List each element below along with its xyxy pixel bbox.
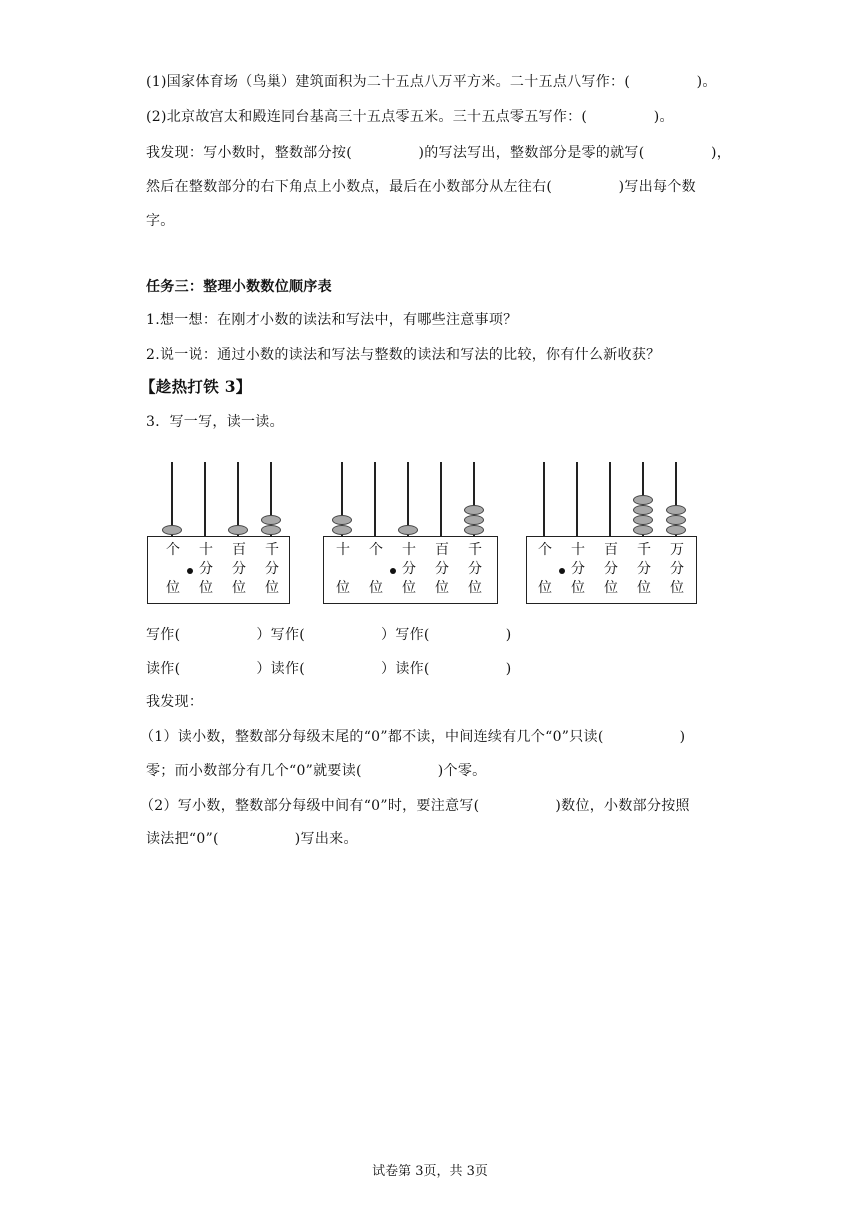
discover-2a: （2）写小数，整数部分每级中间有“0”时，要注意写( )数位，小数部分按照: [140, 798, 690, 814]
col-bottom: 位: [538, 580, 552, 596]
col-bottom: 位: [637, 580, 651, 596]
col-top: 十: [571, 542, 585, 558]
line-3: 我发现：写小数时，整数部分按( )的写法写出，整数部分是零的就写( )，: [146, 145, 732, 161]
col-mid: 分: [232, 561, 246, 577]
problem-3: 3．写一写，读一读。: [146, 414, 284, 430]
col-mid: 分: [265, 561, 279, 577]
col-top: 十: [402, 542, 416, 558]
place-value-box: [526, 536, 697, 604]
line-4: 然后在整数部分的右下角点上小数点，最后在小数部分从左往右( )写出每个数: [146, 179, 696, 195]
bead: [162, 525, 182, 535]
col-mid: 分: [402, 561, 416, 577]
rod: [440, 462, 442, 536]
col-top: 个: [538, 542, 552, 558]
bead: [464, 515, 484, 525]
read-row: 读作( ）读作( ）读作( ): [146, 661, 512, 677]
col-bottom: 位: [336, 580, 350, 596]
col-bottom: 位: [232, 580, 246, 596]
line-2: (2)北京故宫太和殿连同台基高三十五点零五米。三十五点零五写作：( )。: [146, 109, 674, 125]
col-top: 个: [166, 542, 180, 558]
bead: [261, 525, 281, 535]
bead: [666, 505, 686, 515]
write-row: 写作( ）写作( ）写作( ): [146, 627, 512, 643]
col-bottom: 位: [369, 580, 383, 596]
col-bottom: 位: [265, 580, 279, 596]
decimal-point: [390, 568, 396, 574]
bead: [228, 525, 248, 535]
decimal-point: [559, 568, 565, 574]
col-mid: 分: [468, 561, 482, 577]
col-mid: 分: [670, 561, 684, 577]
bead: [666, 525, 686, 535]
rod: [576, 462, 578, 536]
bead: [332, 525, 352, 535]
place-value-box: [323, 536, 498, 604]
col-top: 百: [435, 542, 449, 558]
col-top: 千: [468, 542, 482, 558]
col-bottom: 位: [435, 580, 449, 596]
line-5: 字。: [146, 213, 175, 229]
col-mid: 分: [637, 561, 651, 577]
line-1: (1)国家体育场（鸟巢）建筑面积为二十五点八万平方米。二十五点八写作：( )。: [146, 74, 717, 90]
bead: [633, 505, 653, 515]
bead: [261, 515, 281, 525]
col-mid: 分: [604, 561, 618, 577]
practice-title: 【趁热打铁 3】: [140, 377, 252, 396]
col-top: 十: [336, 542, 350, 558]
bead: [332, 515, 352, 525]
bead: [633, 495, 653, 505]
col-top: 千: [637, 542, 651, 558]
col-mid: 分: [435, 561, 449, 577]
col-bottom: 位: [402, 580, 416, 596]
decimal-point: [187, 568, 193, 574]
question-2: 2.说一说：通过小数的读法和写法与整数的读法和写法的比较，你有什么新收获？: [146, 347, 661, 363]
bead: [464, 525, 484, 535]
col-top: 百: [604, 542, 618, 558]
col-bottom: 位: [604, 580, 618, 596]
abacus-3: [526, 462, 697, 604]
discover-1b: 零；而小数部分有几个“0”就要读( )个零。: [146, 763, 487, 779]
col-bottom: 位: [571, 580, 585, 596]
col-bottom: 位: [199, 580, 213, 596]
place-value-box: [147, 536, 290, 604]
page-footer: 试卷第 3页，共 3页: [372, 1164, 488, 1179]
col-bottom: 位: [166, 580, 180, 596]
rod: [609, 462, 611, 536]
col-mid: 分: [571, 561, 585, 577]
discover-1a: （1）读小数，整数部分每级末尾的“0”都不读，中间连续有几个“0”只读( ): [140, 729, 686, 745]
bead: [633, 515, 653, 525]
col-top: 百: [232, 542, 246, 558]
bead: [633, 525, 653, 535]
rod: [543, 462, 545, 536]
question-1: 1.想一想：在刚才小数的读法和写法中，有哪些注意事项？: [146, 312, 518, 328]
col-bottom: 位: [670, 580, 684, 596]
col-top: 个: [369, 542, 383, 558]
task3-heading: 任务三：整理小数数位顺序表: [146, 279, 332, 295]
abacus-1: [147, 462, 290, 604]
rod: [204, 462, 206, 536]
bead: [666, 515, 686, 525]
discover-2b: 读法把“0”( )写出来。: [146, 831, 358, 847]
col-top: 千: [265, 542, 279, 558]
bead: [398, 525, 418, 535]
col-top: 万: [670, 542, 684, 558]
rod: [374, 462, 376, 536]
abacus-2: [323, 462, 498, 604]
col-bottom: 位: [468, 580, 482, 596]
bead: [464, 505, 484, 515]
discover-label: 我发现：: [146, 694, 204, 710]
col-top: 十: [199, 542, 213, 558]
col-mid: 分: [199, 561, 213, 577]
